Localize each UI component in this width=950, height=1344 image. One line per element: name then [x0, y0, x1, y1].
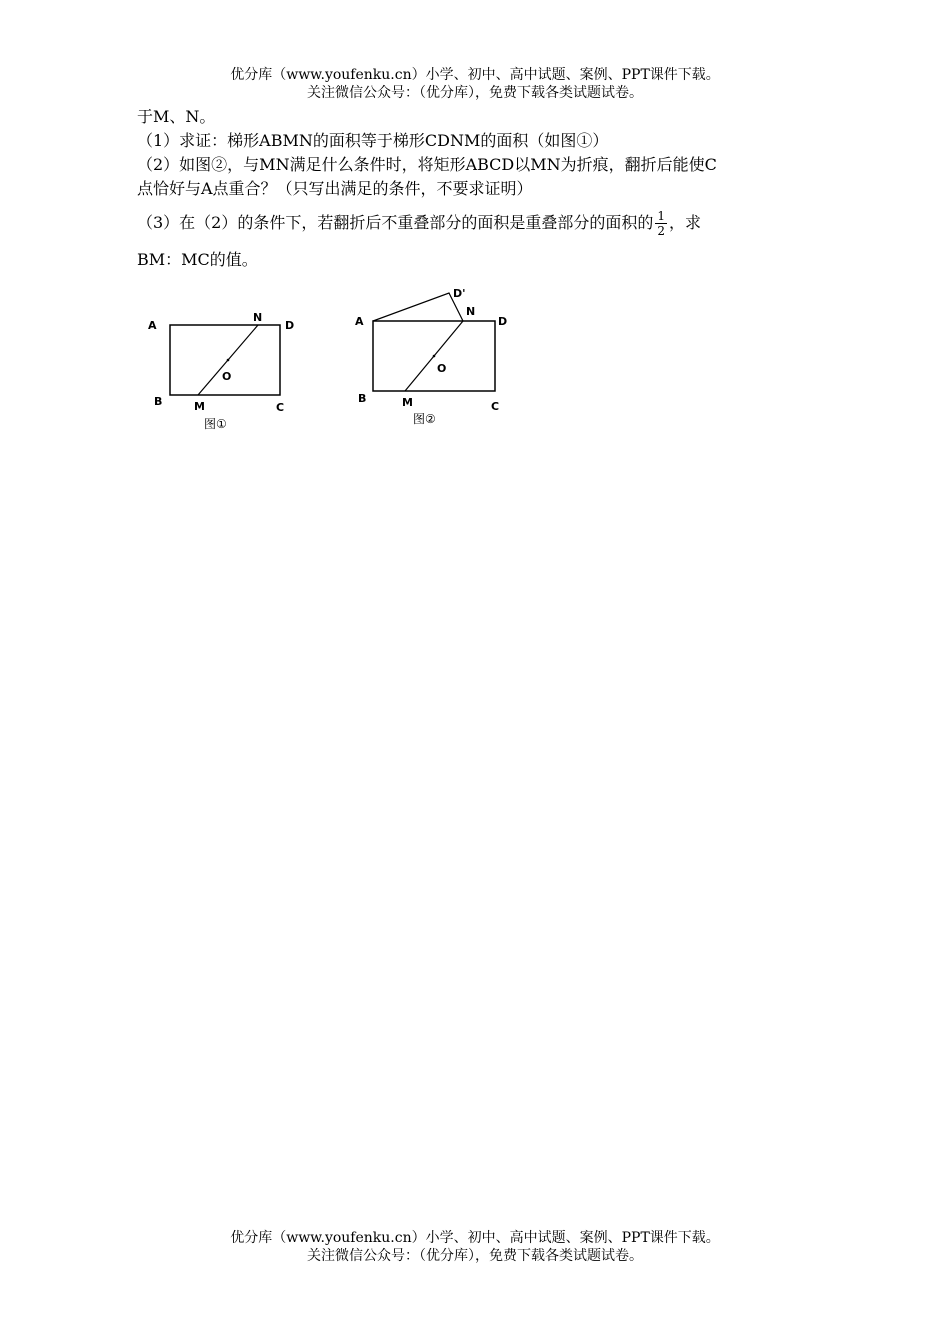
figure-1-caption: 图①	[204, 417, 227, 431]
question-3-line-b: BM：MC的值。	[137, 250, 258, 269]
label-a: A	[355, 315, 364, 328]
label-o: O	[222, 370, 232, 383]
header-line-1: 优分库（www.youfenku.cn）小学、初中、高中试题、案例、PPT课件下载。	[230, 67, 720, 83]
label-m: M	[194, 400, 205, 413]
question-2-line-a: （2）如图②，与MN满足什么条件时，将矩形ABCD以MN为折痕，翻折后能使C	[137, 155, 717, 174]
label-b: B	[358, 392, 367, 405]
header-line-2: 关注微信公众号：（优分库），免费下载各类试题试卷。	[307, 85, 643, 101]
figure-2	[350, 280, 520, 435]
label-b: B	[154, 395, 163, 408]
label-m: M	[402, 396, 413, 409]
page-footer	[0, 1229, 950, 1265]
question-body	[137, 105, 827, 272]
label-n: N	[253, 311, 263, 324]
point-o	[227, 359, 230, 362]
folded-part	[373, 293, 463, 321]
label-c: C	[276, 401, 285, 414]
label-o: O	[437, 362, 447, 375]
label-a: A	[148, 319, 157, 332]
figure-2-caption: 图②	[413, 412, 436, 426]
figure-1	[140, 305, 310, 435]
question-2-line-b: 点恰好与A点重合？（只写出满足的条件，不要求证明）	[137, 179, 533, 198]
label-c: C	[491, 400, 500, 413]
intro-line: 于M、N。	[137, 107, 216, 126]
label-n: N	[466, 305, 476, 318]
label-d: D	[498, 315, 508, 328]
rectangle-abcd	[170, 325, 280, 395]
question-1: （1）求证：梯形ABMN的面积等于梯形CDNM的面积（如图①）	[137, 131, 609, 150]
question-3-end: ，求	[669, 213, 702, 232]
point-o	[433, 355, 436, 358]
question-3-text: （3）在（2）的条件下，若翻折后不重叠部分的面积是重叠部分的面积的	[137, 213, 654, 232]
footer-line-1: 优分库（www.youfenku.cn）小学、初中、高中试题、案例、PPT课件下载。	[230, 1230, 720, 1246]
question-3-line-a	[137, 209, 827, 238]
fraction-denominator: 2	[657, 224, 666, 238]
page-header	[0, 66, 950, 102]
label-d-prime: D'	[453, 287, 466, 300]
fraction-numerator: 1	[657, 209, 666, 223]
footer-line-2: 关注微信公众号：（优分库），免费下载各类试题试卷。	[307, 1248, 643, 1264]
fraction	[655, 209, 667, 238]
label-d: D	[285, 319, 295, 332]
